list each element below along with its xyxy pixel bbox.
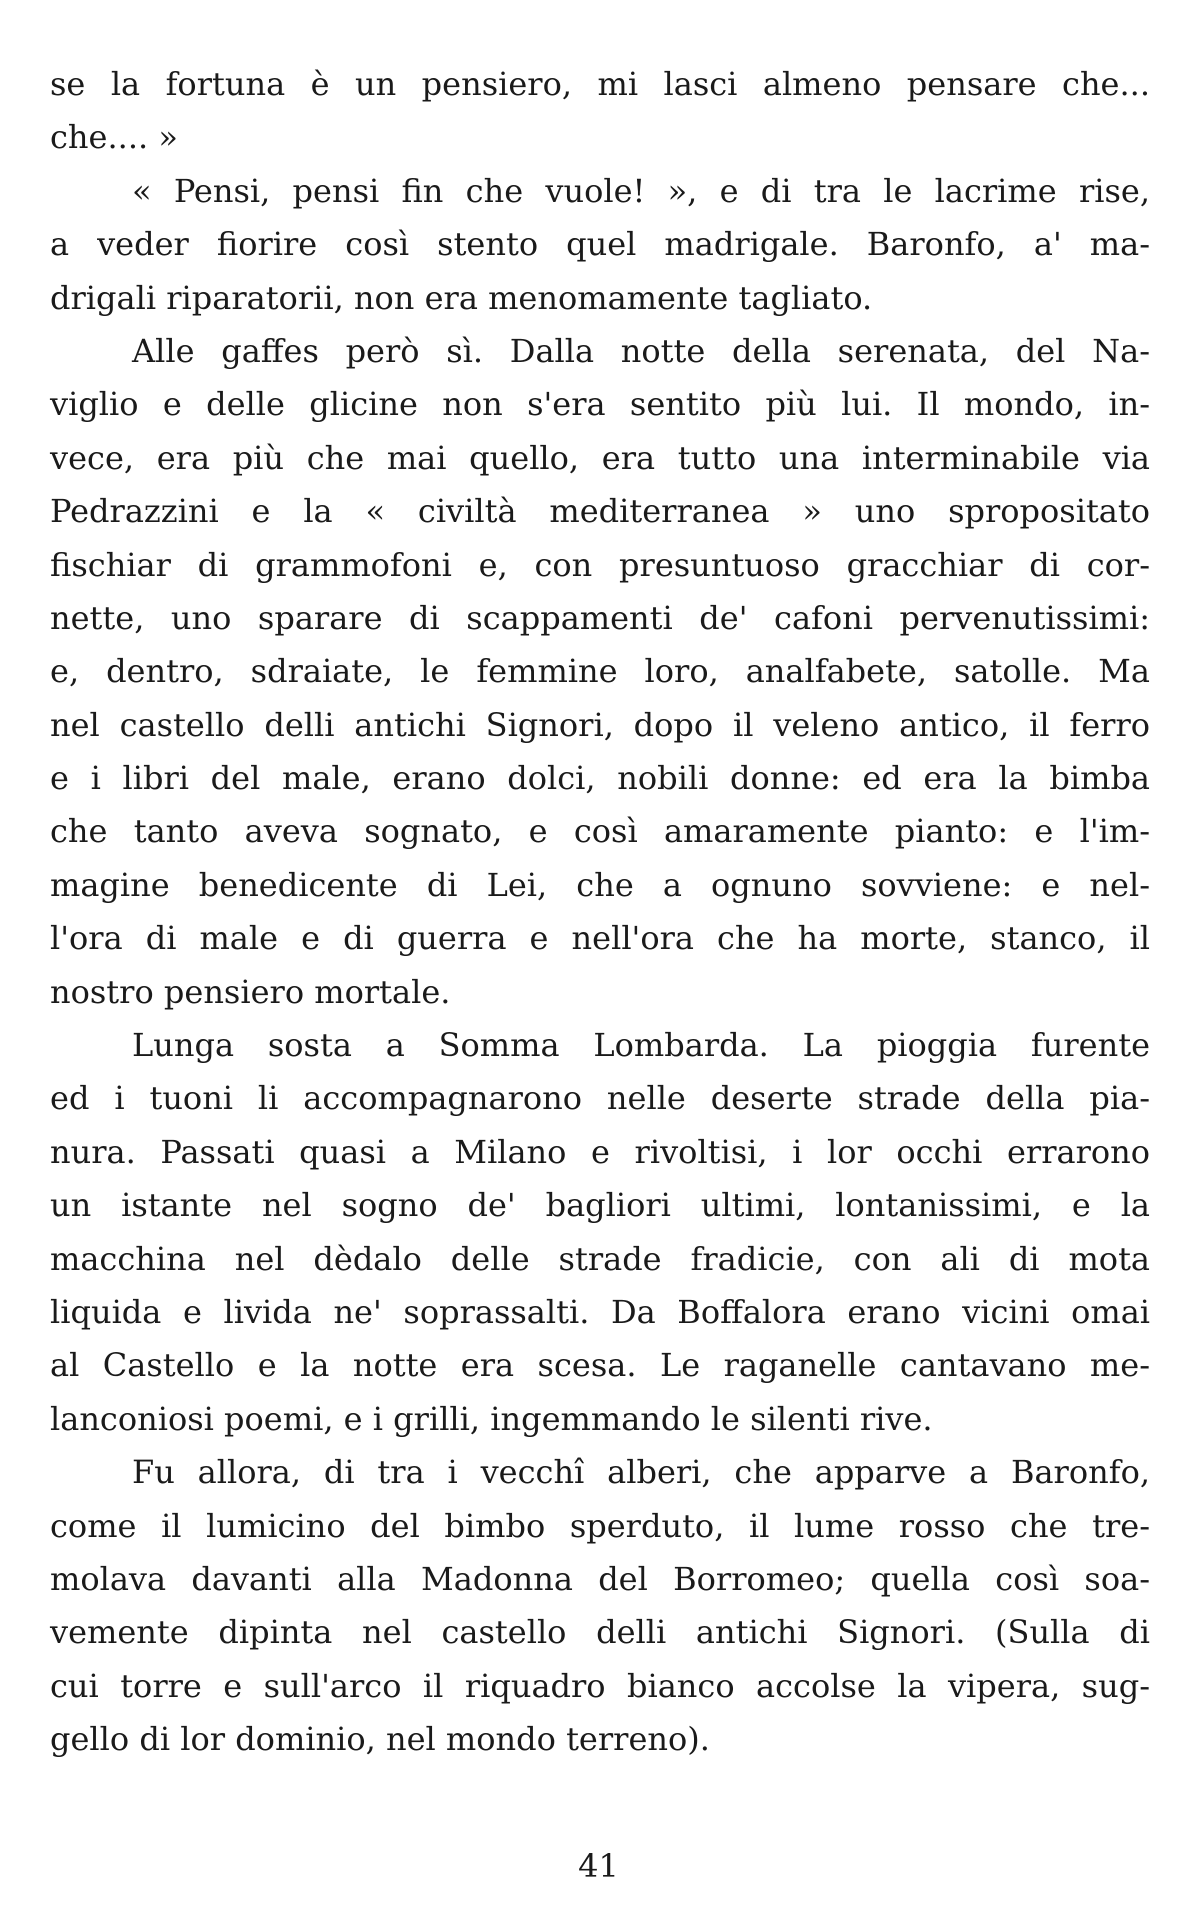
text-line: e i libri del male, erano dolci, nobili donne: ed era la bimba — [50, 759, 1150, 798]
text-line: gello di lor dominio, nel mondo terreno). — [50, 1720, 710, 1759]
text-line: e, dentro, sdraiate, le femmine loro, analfabete, satolle. Ma — [50, 652, 1150, 691]
text-line: vece, era più che mai quello, era tutto una interminabile via — [50, 438, 1150, 477]
text-line: che tanto aveva sognato, e così amaramente pianto: e l'im- — [50, 812, 1150, 851]
text-line: se la fortuna è un pensiero, mi lasci almeno pensare che... — [50, 65, 1150, 103]
page-body — [50, 58, 1150, 1767]
text-line: al Castello e la notte era scesa. Le raganelle cantavano me- — [50, 1346, 1150, 1385]
text-line: fischiar di grammofoni e, con presuntuoso gracchiar di cor- — [50, 545, 1150, 584]
text-line: cui torre e sull'arco il riquadro bianco accolse la vipera, sug- — [50, 1666, 1150, 1705]
text-line: come il lumicino del bimbo sperduto, il lume rosso che tre- — [50, 1506, 1150, 1545]
text-line: liquida e livida ne' soprassalti. Da Boffalora erano vicini omai — [50, 1292, 1150, 1331]
text-line: lanconiosi poemi, e i grilli, ingemmando le silenti rive. — [50, 1399, 933, 1438]
text-line: a veder fiorire così stento quel madrigale. Baronfo, a' ma- — [50, 225, 1150, 264]
text-line: vemente dipinta nel castello delli antichi Signori. (Sulla di — [50, 1613, 1150, 1652]
text-line: nel castello delli antichi Signori, dopo il veleno antico, il ferro — [50, 705, 1150, 744]
text-line: ed i tuoni li accompagnarono nelle deserte strade della pia- — [50, 1079, 1150, 1118]
text-line: che.... » — [50, 118, 178, 157]
text-line: nura. Passati quasi a Milano e rivoltisi, i lor occhi errarono — [50, 1132, 1150, 1171]
text-line: Alle gaffes però sì. Dalla notte della serenata, del Na- — [132, 331, 1150, 370]
text-line: nette, uno sparare di scappamenti de' cafoni pervenutissimi: — [50, 598, 1150, 637]
text-line: Lunga sosta a Somma Lombarda. La pioggia furente — [132, 1026, 1150, 1065]
text-line: nostro pensiero mortale. — [50, 972, 451, 1011]
text-line: molava davanti alla Madonna del Borromeo; quella così soa- — [50, 1559, 1150, 1598]
text-line: Fu allora, di tra i vecchî alberi, che apparve a Baronfo, — [132, 1453, 1150, 1492]
text-line: drigali riparatorii, non era menomamente tagliato. — [50, 278, 873, 317]
text-line: viglio e delle glicine non s'era sentito più lui. Il mondo, in- — [50, 385, 1150, 424]
text-line: Pedrazzini e la « civiltà mediterranea » uno spropositato — [50, 492, 1150, 531]
text-line: un istante nel sogno de' bagliori ultimi, lontanissimi, e la — [50, 1186, 1150, 1225]
text-line: magine benedicente di Lei, che a ognuno sovviene: e nel- — [50, 865, 1150, 904]
text-line: l'ora di male e di guerra e nell'ora che ha morte, stanco, il — [50, 919, 1150, 958]
text-line: « Pensi, pensi fin che vuole! », e di tra le lacrime rise, — [132, 171, 1150, 210]
text-line: macchina nel dèdalo delle strade fradicie, con ali di mota — [50, 1239, 1150, 1278]
page-number: 41 — [578, 1847, 619, 1885]
